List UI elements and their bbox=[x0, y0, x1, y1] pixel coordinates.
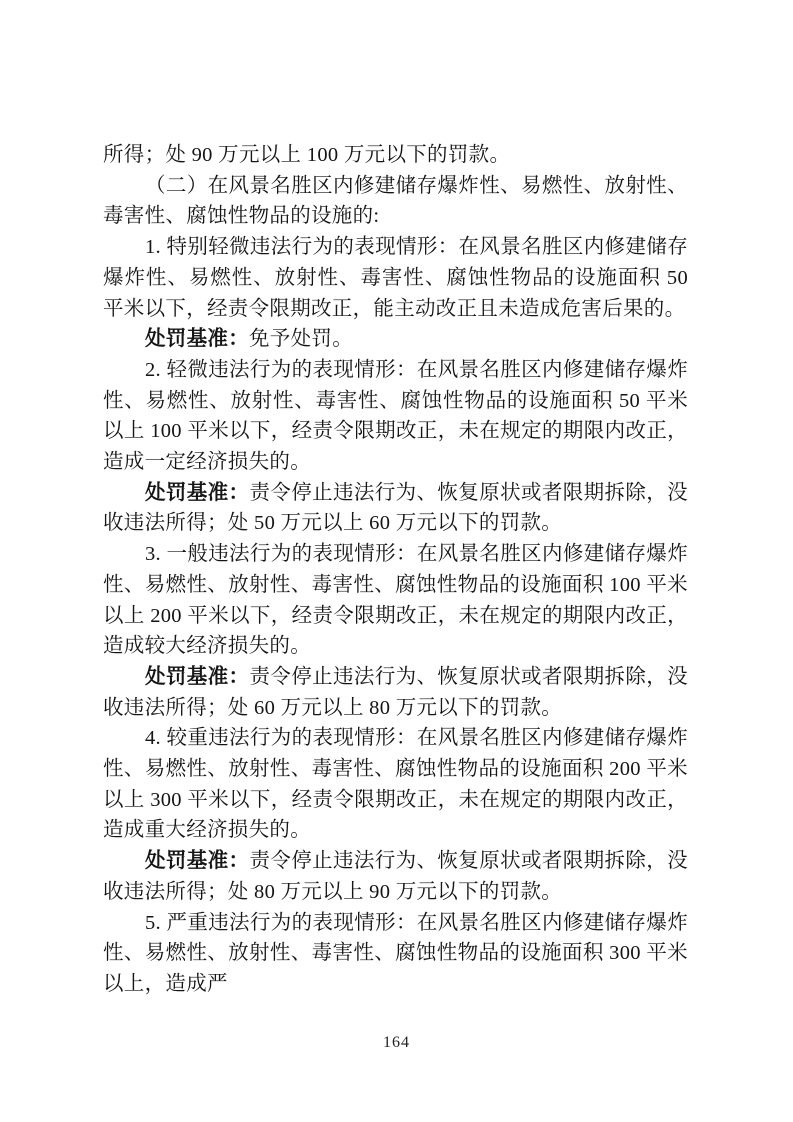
paragraph-text: 责令停止违法行为、恢复原状或者限期拆除，没收违法所得；处 60 万元以上 80 万元以下的罚款。 bbox=[103, 665, 688, 719]
penalty-basis-label: 处罚基准： bbox=[145, 328, 249, 351]
paragraph bbox=[103, 355, 688, 478]
paragraph-text: 责令停止违法行为、恢复原状或者限期拆除，没收违法所得；处 80 万元以上 90 万元以下的罚款。 bbox=[103, 850, 688, 903]
paragraph-text: 5. 严重违法行为的表现情形：在风景名胜区内修建储存爆炸性、易燃性、放射性、毒害性、腐蚀性物品的设施面积 300 平米以上，造成严 bbox=[103, 911, 688, 995]
paragraph bbox=[103, 232, 688, 324]
paragraph-text: 2. 轻微违法行为的表现情形：在风景名胜区内修建储存爆炸性、易燃性、放射性、毒害性、腐蚀性物品的设施面积 50 平米以上 100 平米以下，经责令限期改正，未在规定的期限内改正，造成一定经济损失的。 bbox=[103, 358, 688, 474]
paragraph-text: 3. 一般违法行为的表现情形：在风景名胜区内修建储存爆炸性、易燃性、放射性、毒害性、腐蚀性物品的设施面积 100 平米以上 200 平米以下，经责令限期改正，未在规定的期限内改正，造成较大经济损失的。 bbox=[103, 543, 688, 658]
paragraph bbox=[103, 846, 688, 907]
paragraph bbox=[103, 662, 688, 723]
penalty-basis-label: 处罚基准： bbox=[145, 850, 250, 873]
paragraph bbox=[103, 171, 688, 232]
paragraph bbox=[103, 140, 688, 171]
paragraph-text: 责令停止违法行为、恢复原状或者限期拆除，没收违法所得；处 50 万元以上 60 万元以下的罚款。 bbox=[103, 481, 688, 535]
paragraph-text: 免予处罚。 bbox=[249, 328, 353, 351]
paragraph bbox=[103, 723, 688, 846]
page-number: 164 bbox=[383, 1034, 410, 1051]
document-body bbox=[103, 140, 688, 1000]
paragraph bbox=[103, 324, 688, 355]
paragraph-text: 4. 较重违法行为的表现情形：在风景名胜区内修建储存爆炸性、易燃性、放射性、毒害性、腐蚀性物品的设施面积 200 平米以上 300 平米以下，经责令限期改正，未在规定的期限内改正，造成重大经济损失的。 bbox=[103, 727, 688, 842]
paragraph-text: 所得；处 90 万元以上 100 万元以下的罚款。 bbox=[103, 144, 511, 166]
penalty-basis-label: 处罚基准： bbox=[145, 481, 250, 504]
paragraph bbox=[103, 478, 688, 539]
paragraph bbox=[103, 539, 688, 662]
paragraph-text: 1. 特别轻微违法行为的表现情形：在风景名胜区内修建储存爆炸性、易燃性、放射性、毒害性、腐蚀性物品的设施面积 50 平米以下，经责令限期改正，能主动改正且未造成危害后果的。 bbox=[103, 236, 688, 320]
paragraph bbox=[103, 908, 688, 1000]
penalty-basis-label: 处罚基准： bbox=[145, 665, 250, 688]
paragraph-text: （二）在风景名胜区内修建储存爆炸性、易燃性、放射性、毒害性、腐蚀性物品的设施的: bbox=[103, 174, 688, 228]
